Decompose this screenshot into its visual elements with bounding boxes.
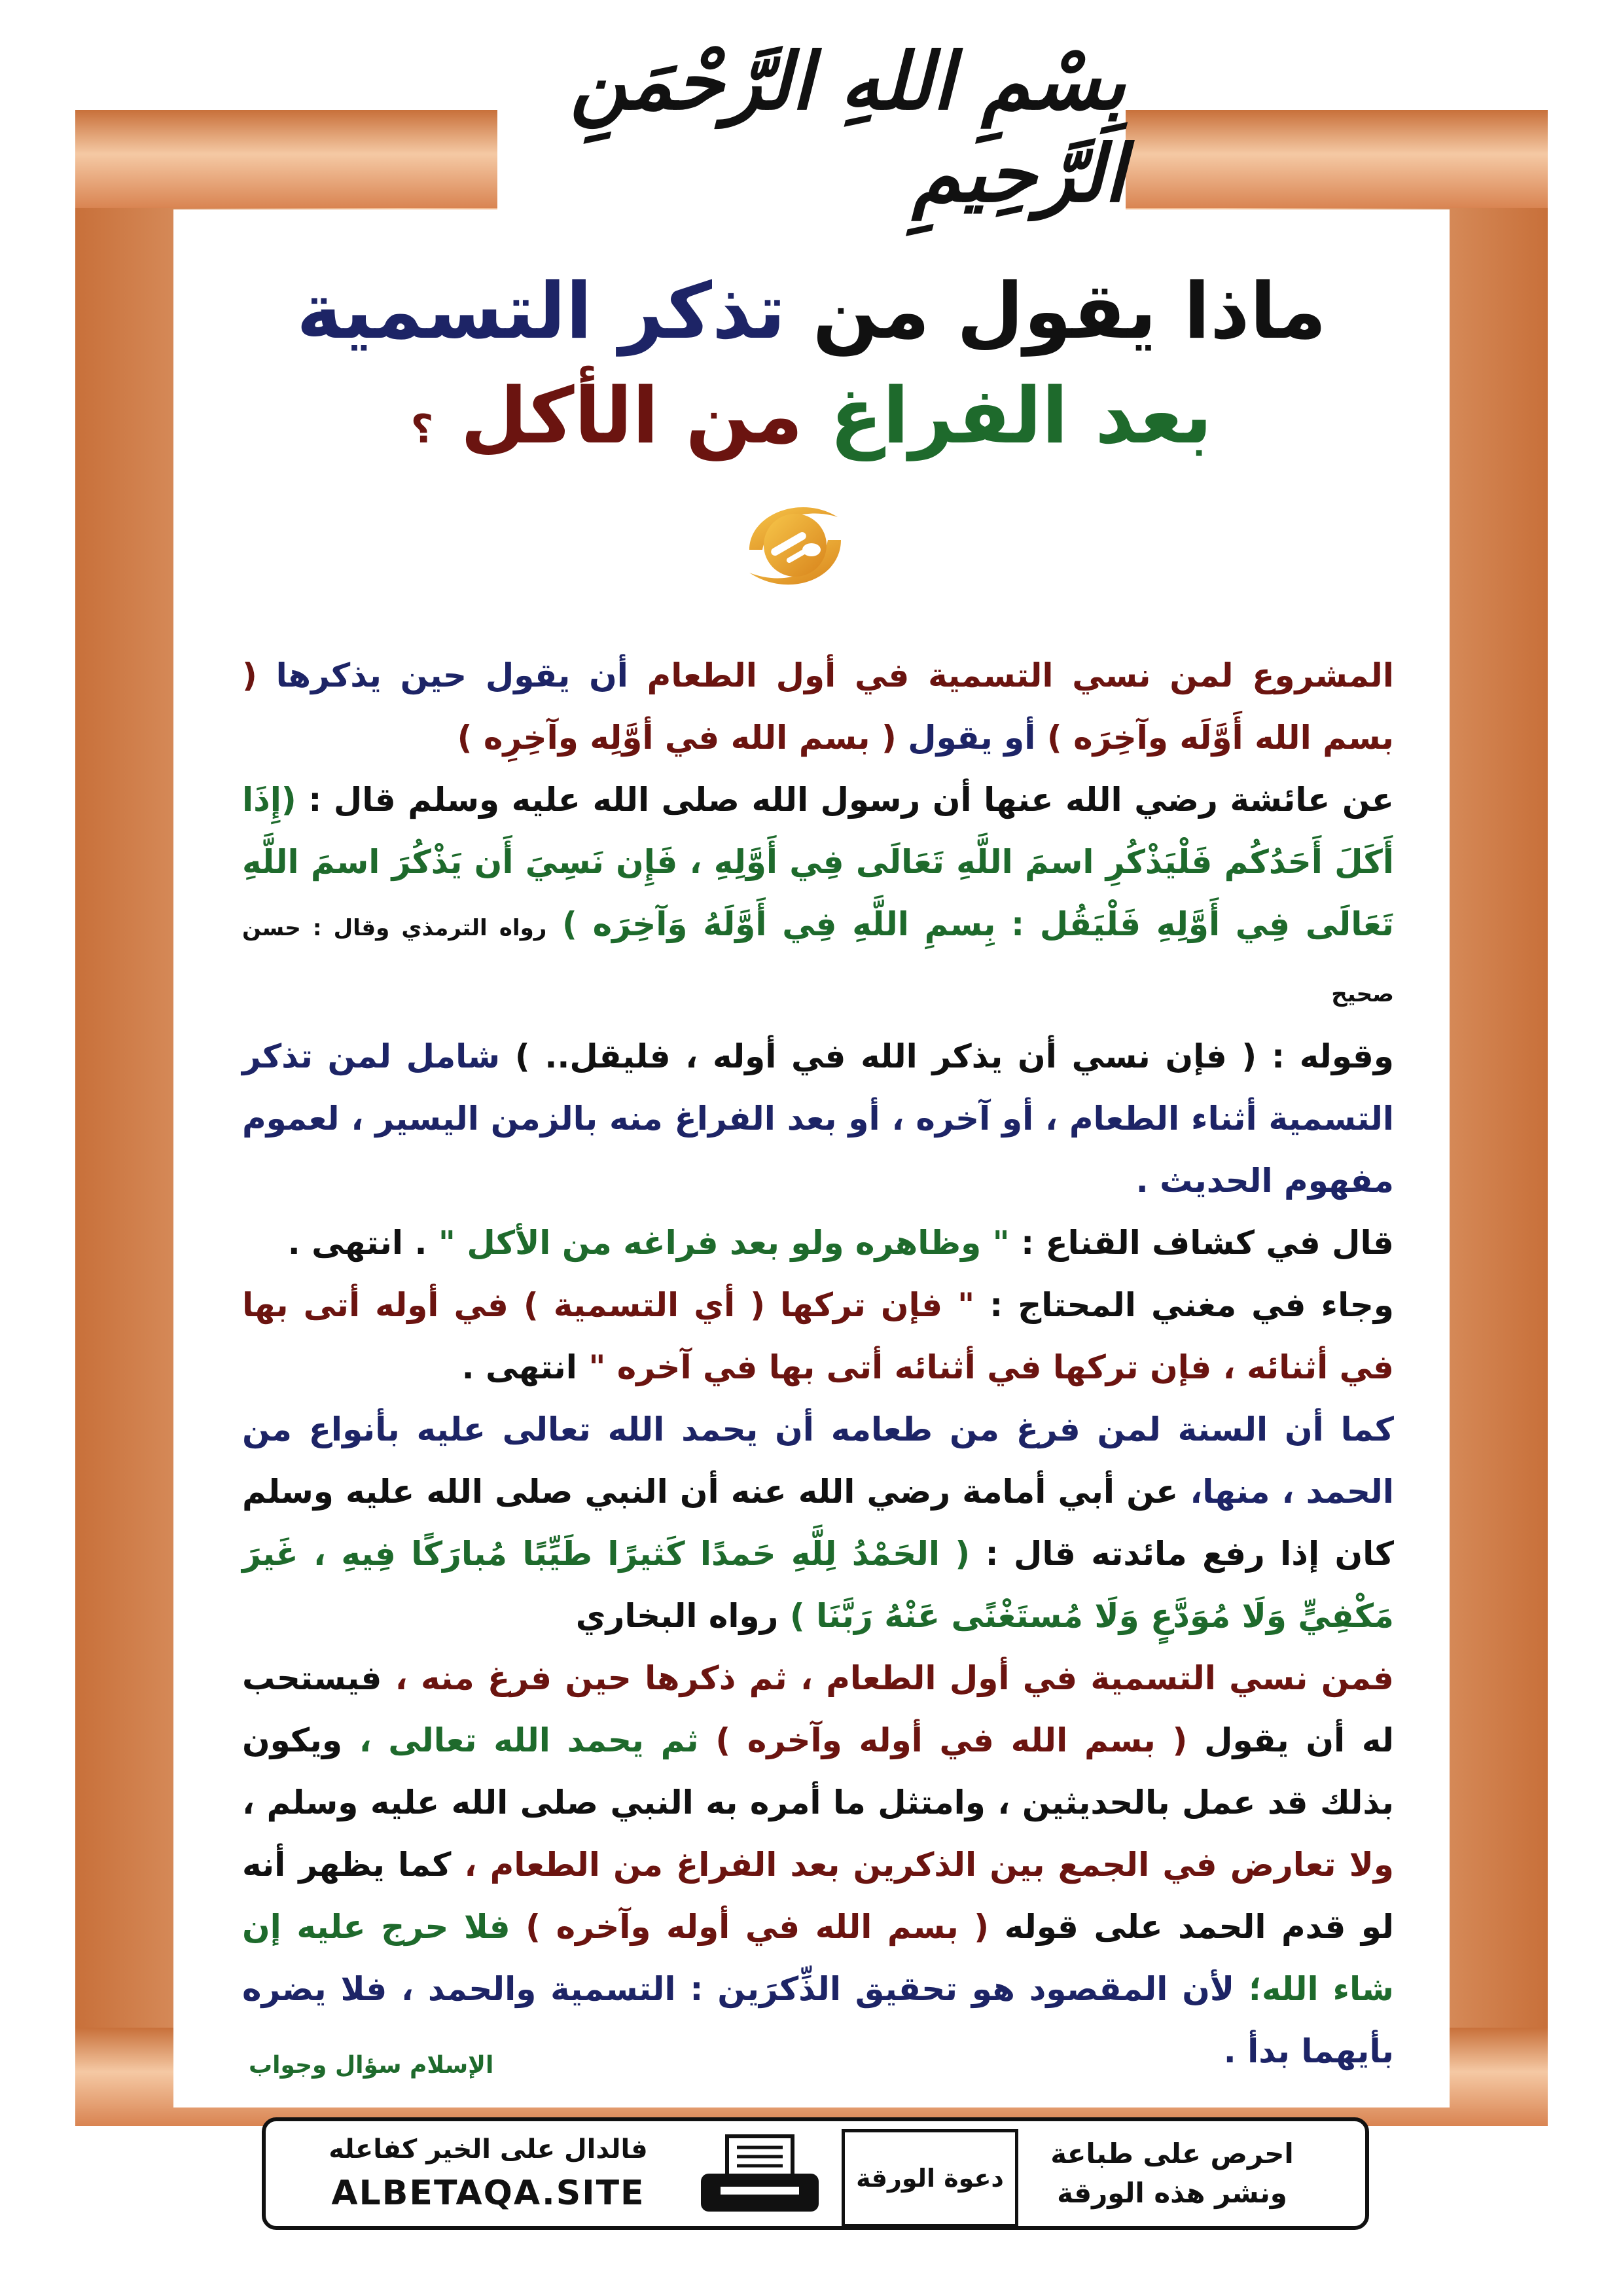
brand-logo: دعوة الورقة	[842, 2129, 1018, 2227]
text-segment: ( بسم الله أَوَّلَه وآخِرَه )	[242, 656, 1394, 757]
footer-cta-line: احرص على طباعة	[1050, 2138, 1294, 2170]
text-segment: ولا تعارض في الجمع بين الذكرين بعد الفراغ من الطعام ،	[464, 1846, 1394, 1884]
text-segment: . انتهى .	[287, 1224, 427, 1262]
footer-box	[262, 2117, 1369, 2230]
text-segment: أن يقول حين يذكرها	[276, 656, 628, 694]
printer-icon	[698, 2133, 822, 2215]
text-segment: " وظاهره ولو بعد فراغه من الأكل "	[438, 1224, 1010, 1262]
footer-website-block	[305, 2134, 671, 2213]
footer-website-link[interactable]: ALBETAQA.SITE	[331, 2174, 645, 2213]
plate-fork-spoon-icon	[723, 488, 867, 602]
text-segment: أو يقول	[908, 719, 1036, 757]
text-segment: ثم يحمد الله تعالى ،	[359, 1721, 699, 1759]
title-part: ماذا يقول من	[812, 266, 1327, 356]
source-credit: الإسلام سؤال وجواب	[249, 2052, 494, 2079]
text-segment: وقوله : ( فإن نسي أن يذكر الله في أوله ، فليقل.. )	[514, 1037, 1394, 1075]
paragraph	[242, 1647, 1394, 2083]
text-segment: عن أبي أمامة رضي الله عنه أن النبي صلى الله عليه وسلم كان إذا رفع مائدته قال :	[242, 1473, 1394, 1573]
text-segment: المشروع لمن نسي التسمية في أول الطعام	[647, 656, 1394, 694]
text-segment: كما أن السنة لمن فرغ من طعامه أن يحمد الله تعالى عليه بأنواع من الحمد ، منها،	[242, 1410, 1394, 1511]
footer-cta-line: ونشر هذه الورقة	[1057, 2177, 1287, 2209]
basmala-calligraphy: بِسْمِ اللهِ الرَّحْمَنِ الرَّحِيمِ	[497, 39, 1126, 216]
title-part: من الأكل	[460, 370, 803, 461]
text-segment: وجاء في مغني المحتاج :	[990, 1286, 1394, 1324]
text-segment: ( بسم الله في أوَّلِه وآخِرِه )	[457, 719, 897, 757]
text-segment: لأن المقصود هو تحقيق الذِّكرَين : التسمية والحمد ،	[401, 1970, 1235, 2008]
text-segment: فلا يضره بأيهما بدأ .	[242, 1970, 1394, 2070]
footer-slogan: فالدال على الخير كفاعله	[329, 2134, 648, 2164]
title-question-mark: ؟	[410, 406, 434, 452]
text-segment: رواه البخاري	[575, 1597, 779, 1635]
text-segment: رواه الترمذي وقال : حسن صحيح	[242, 915, 1394, 1007]
paragraph	[242, 1026, 1394, 1212]
page-title-line1	[173, 262, 1450, 360]
text-segment: (إِذَا أَكَلَ أَحَدُكُم فَلْيَذْكُرِ اسمَ اللَّهِ تَعَالَى فِي أَوَّلِهِ ، فَإِن نَسِيَ أَن يَذْكُرَ اسمَ اللَّهِ تَعَالَى فِي أَوَّلِهِ فَلْيَقُل : بِسمِ اللَّهِ فِي أَوَّلَهُ وَآخِرَه )	[242, 781, 1394, 943]
text-segment: ( بسم الله في أوله وآخره )	[715, 1721, 1188, 1759]
title-part: بعد الفراغ	[830, 370, 1213, 461]
paragraph	[242, 645, 1394, 769]
text-segment: كما يظهر أنه لو قدم الحمد على قوله	[242, 1846, 1394, 1946]
text-segment: عن عائشة رضي الله عنها أن رسول الله صلى الله عليه وسلم قال :	[308, 781, 1394, 819]
paragraph	[242, 1212, 1394, 1274]
title-part: تذكر التسمية	[296, 266, 786, 356]
text-segment: فلا حرج عليه إن شاء الله؛	[242, 1908, 1394, 2008]
article-body	[242, 645, 1394, 2083]
text-segment: فيستحب له أن يقول	[242, 1659, 1394, 1759]
text-segment: شامل لمن تذكر التسمية أثناء الطعام ، أو آخره ، أو بعد الفراغ منه بالزمن اليسير ، لعموم مفهوم الحديث .	[242, 1037, 1394, 1200]
text-segment: فمن نسي التسمية في أول الطعام ، ثم ذكرها حين فرغ منه ،	[395, 1659, 1394, 1697]
text-segment: قال في كشاف القناع :	[1021, 1224, 1394, 1262]
paragraph	[242, 1399, 1394, 1647]
paragraph	[242, 1274, 1394, 1399]
text-segment: ( الحَمْدُ لِلَّهِ حَمدًا كَثيرًا طَيِّبًا مُبارَكًا فِيهِ ، غَيرَ مَكْفِيٍّ وَلَا مُوَدَّعٍ وَلَا مُستَغْنًى عَنْهُ رَبَّنَا )	[242, 1535, 1394, 1635]
text-segment: ويكون بذلك قد عمل بالحديثين ، وامتثل ما أمره به النبي صلى الله عليه وسلم ،	[242, 1721, 1394, 1821]
text-segment: انتهى .	[461, 1348, 577, 1386]
text-segment: ( بسم الله في أوله وآخره )	[526, 1908, 990, 1946]
footer-call-to-action	[1025, 2134, 1319, 2213]
page-title-line2	[173, 367, 1450, 478]
text-segment: " فإن تركها ( أي التسمية ) في أوله أتى بها في أثنائه ، فإن تركها في أثنائه أتى بها في آخره "	[242, 1286, 1394, 1386]
paragraph	[242, 769, 1394, 1026]
